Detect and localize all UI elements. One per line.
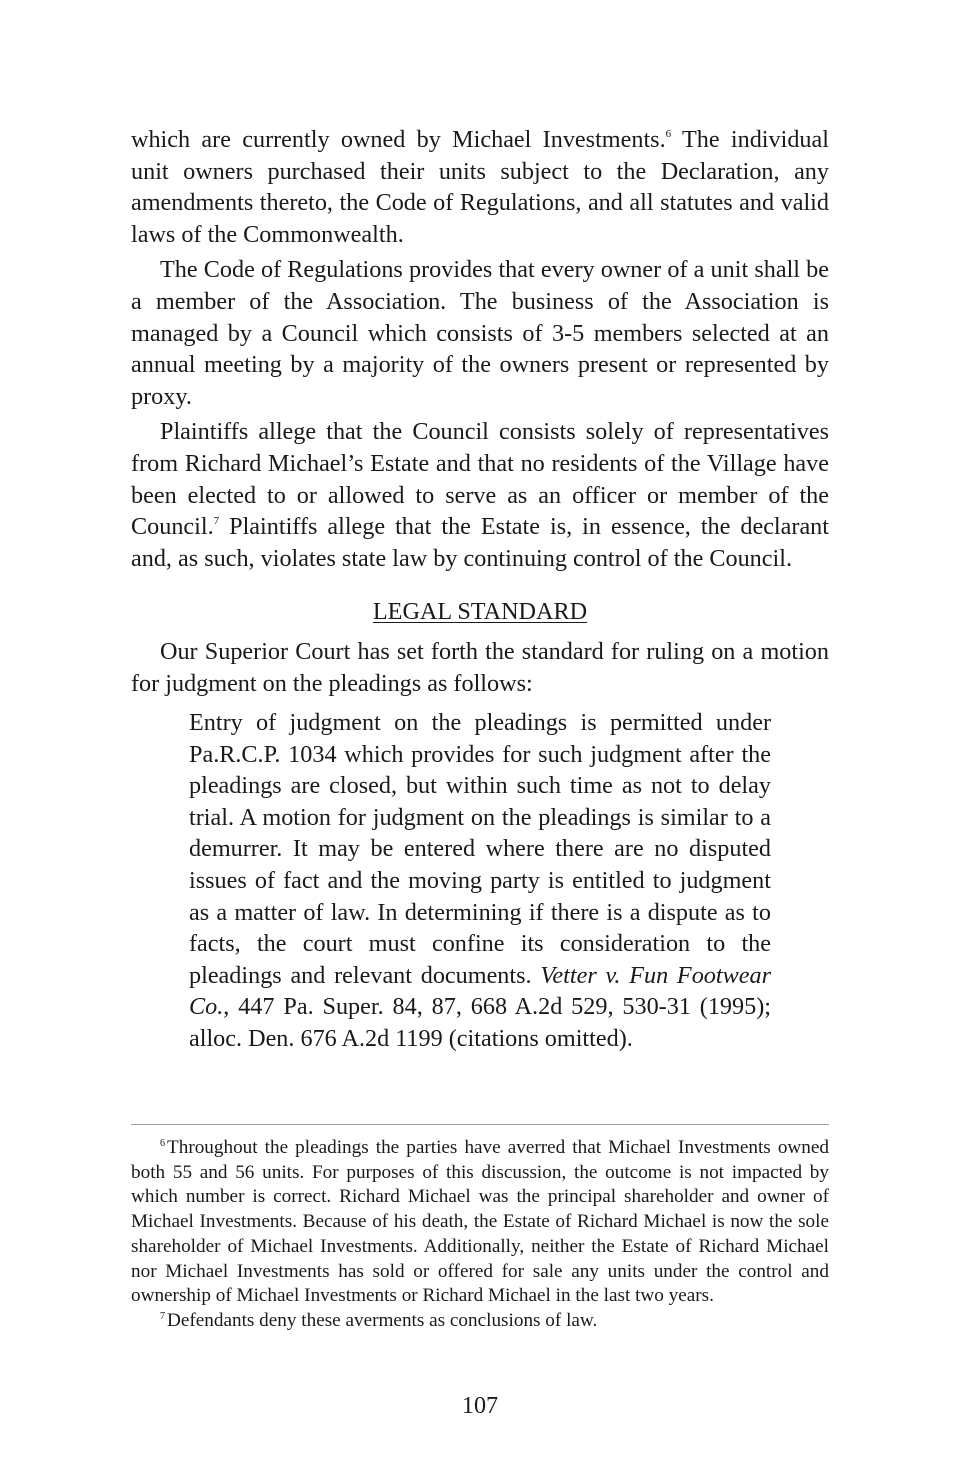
paragraph-4: Our Superior Court has set forth the standard for ruling on a motion for judgment on the pleadings as follows: bbox=[131, 637, 829, 697]
footnote-divider bbox=[131, 1124, 829, 1125]
footnote-7-text: Defendants deny these averments as conclusions of law. bbox=[167, 1309, 598, 1331]
footnote-7-number: 7 bbox=[160, 1310, 165, 1322]
footnote-6-number: 6 bbox=[160, 1138, 165, 1149]
footnotes bbox=[131, 1136, 829, 1334]
footnote-ref-6: 6 bbox=[665, 128, 672, 140]
quote-citation-rest: , 447 Pa. Super. 84, 87, 668 A.2d 529, 530-31 (1995); alloc. Den. 676 A.2d 1199 (citations omitted). bbox=[189, 993, 771, 1053]
quote-text: Entry of judgment on the pleadings is permitted under Pa.R.C.P. 1034 which provides for such judgment after the pleadings are closed, but within such time as not to delay trial. A motion for judgment on the pleadings is similar to a demurrer. It may be entered where there are no disputed issues of fact and the moving party is entitled to judgment as a matter of law. In determining if there is a dispute as to facts, the court must confine its consideration to the pleadings and relevant documents. bbox=[189, 709, 771, 989]
block-quote bbox=[189, 707, 771, 1055]
quote-citation-case: Vetter v. Fun Footwear Co. bbox=[189, 961, 771, 1021]
paragraph-2: The Code of Regulations provides that every owner of a unit shall be a member of the Association. The business of the Association is managed by a Council which consists of 3-5 members selected at an annual meeting by a majority of the owners present or represented by proxy. bbox=[131, 256, 829, 410]
paragraph-1-text-b: The individual unit owners purchased their units subject to the Declaration, any amendments thereto, the Code of Regulations, and all statutes and valid laws of the Commonwealth. bbox=[131, 126, 829, 248]
footnote-7 bbox=[131, 1309, 829, 1334]
paragraph-3-text-a: Plaintiffs allege that the Council consists solely of representatives from Richard Michael’s Estate and that no residents of the Village have been elected to or allowed to serve as an officer or member of the Council. bbox=[131, 418, 829, 541]
footnote-6 bbox=[131, 1136, 829, 1309]
footnote-6-text: Throughout the pleadings the parties have averred that Michael Investments owned both 55 and 56 units. For purposes of this discussion, the outcome is not impacted by which number is correct. Richard Michael was the principal shareholder and owner of Michael Investments. Because of his death, the Estate of Richard Michael is now the sole shareholder of Michael Investments. Additionally, neither the Estate of Richard Michael nor Michael Investments has sold or offered for sale any units under the control and ownership of Michael Investments or Richard Michael in the last two years. bbox=[131, 1137, 829, 1307]
footnote-ref-7: 7 bbox=[213, 515, 220, 528]
page-number: 107 bbox=[461, 1392, 499, 1419]
paragraph-3 bbox=[131, 416, 829, 574]
paragraph-1-text-a: which are currently owned by Michael Investments. bbox=[131, 126, 666, 153]
page-body bbox=[131, 124, 829, 1055]
paragraph-3-text-b: Plaintiffs allege that the Estate is, in essence, the declarant and, as such, violates state law by continuing control of the Council. bbox=[131, 513, 829, 572]
section-heading: LEGAL STANDARD bbox=[372, 598, 588, 626]
paragraph-1 bbox=[131, 124, 829, 250]
